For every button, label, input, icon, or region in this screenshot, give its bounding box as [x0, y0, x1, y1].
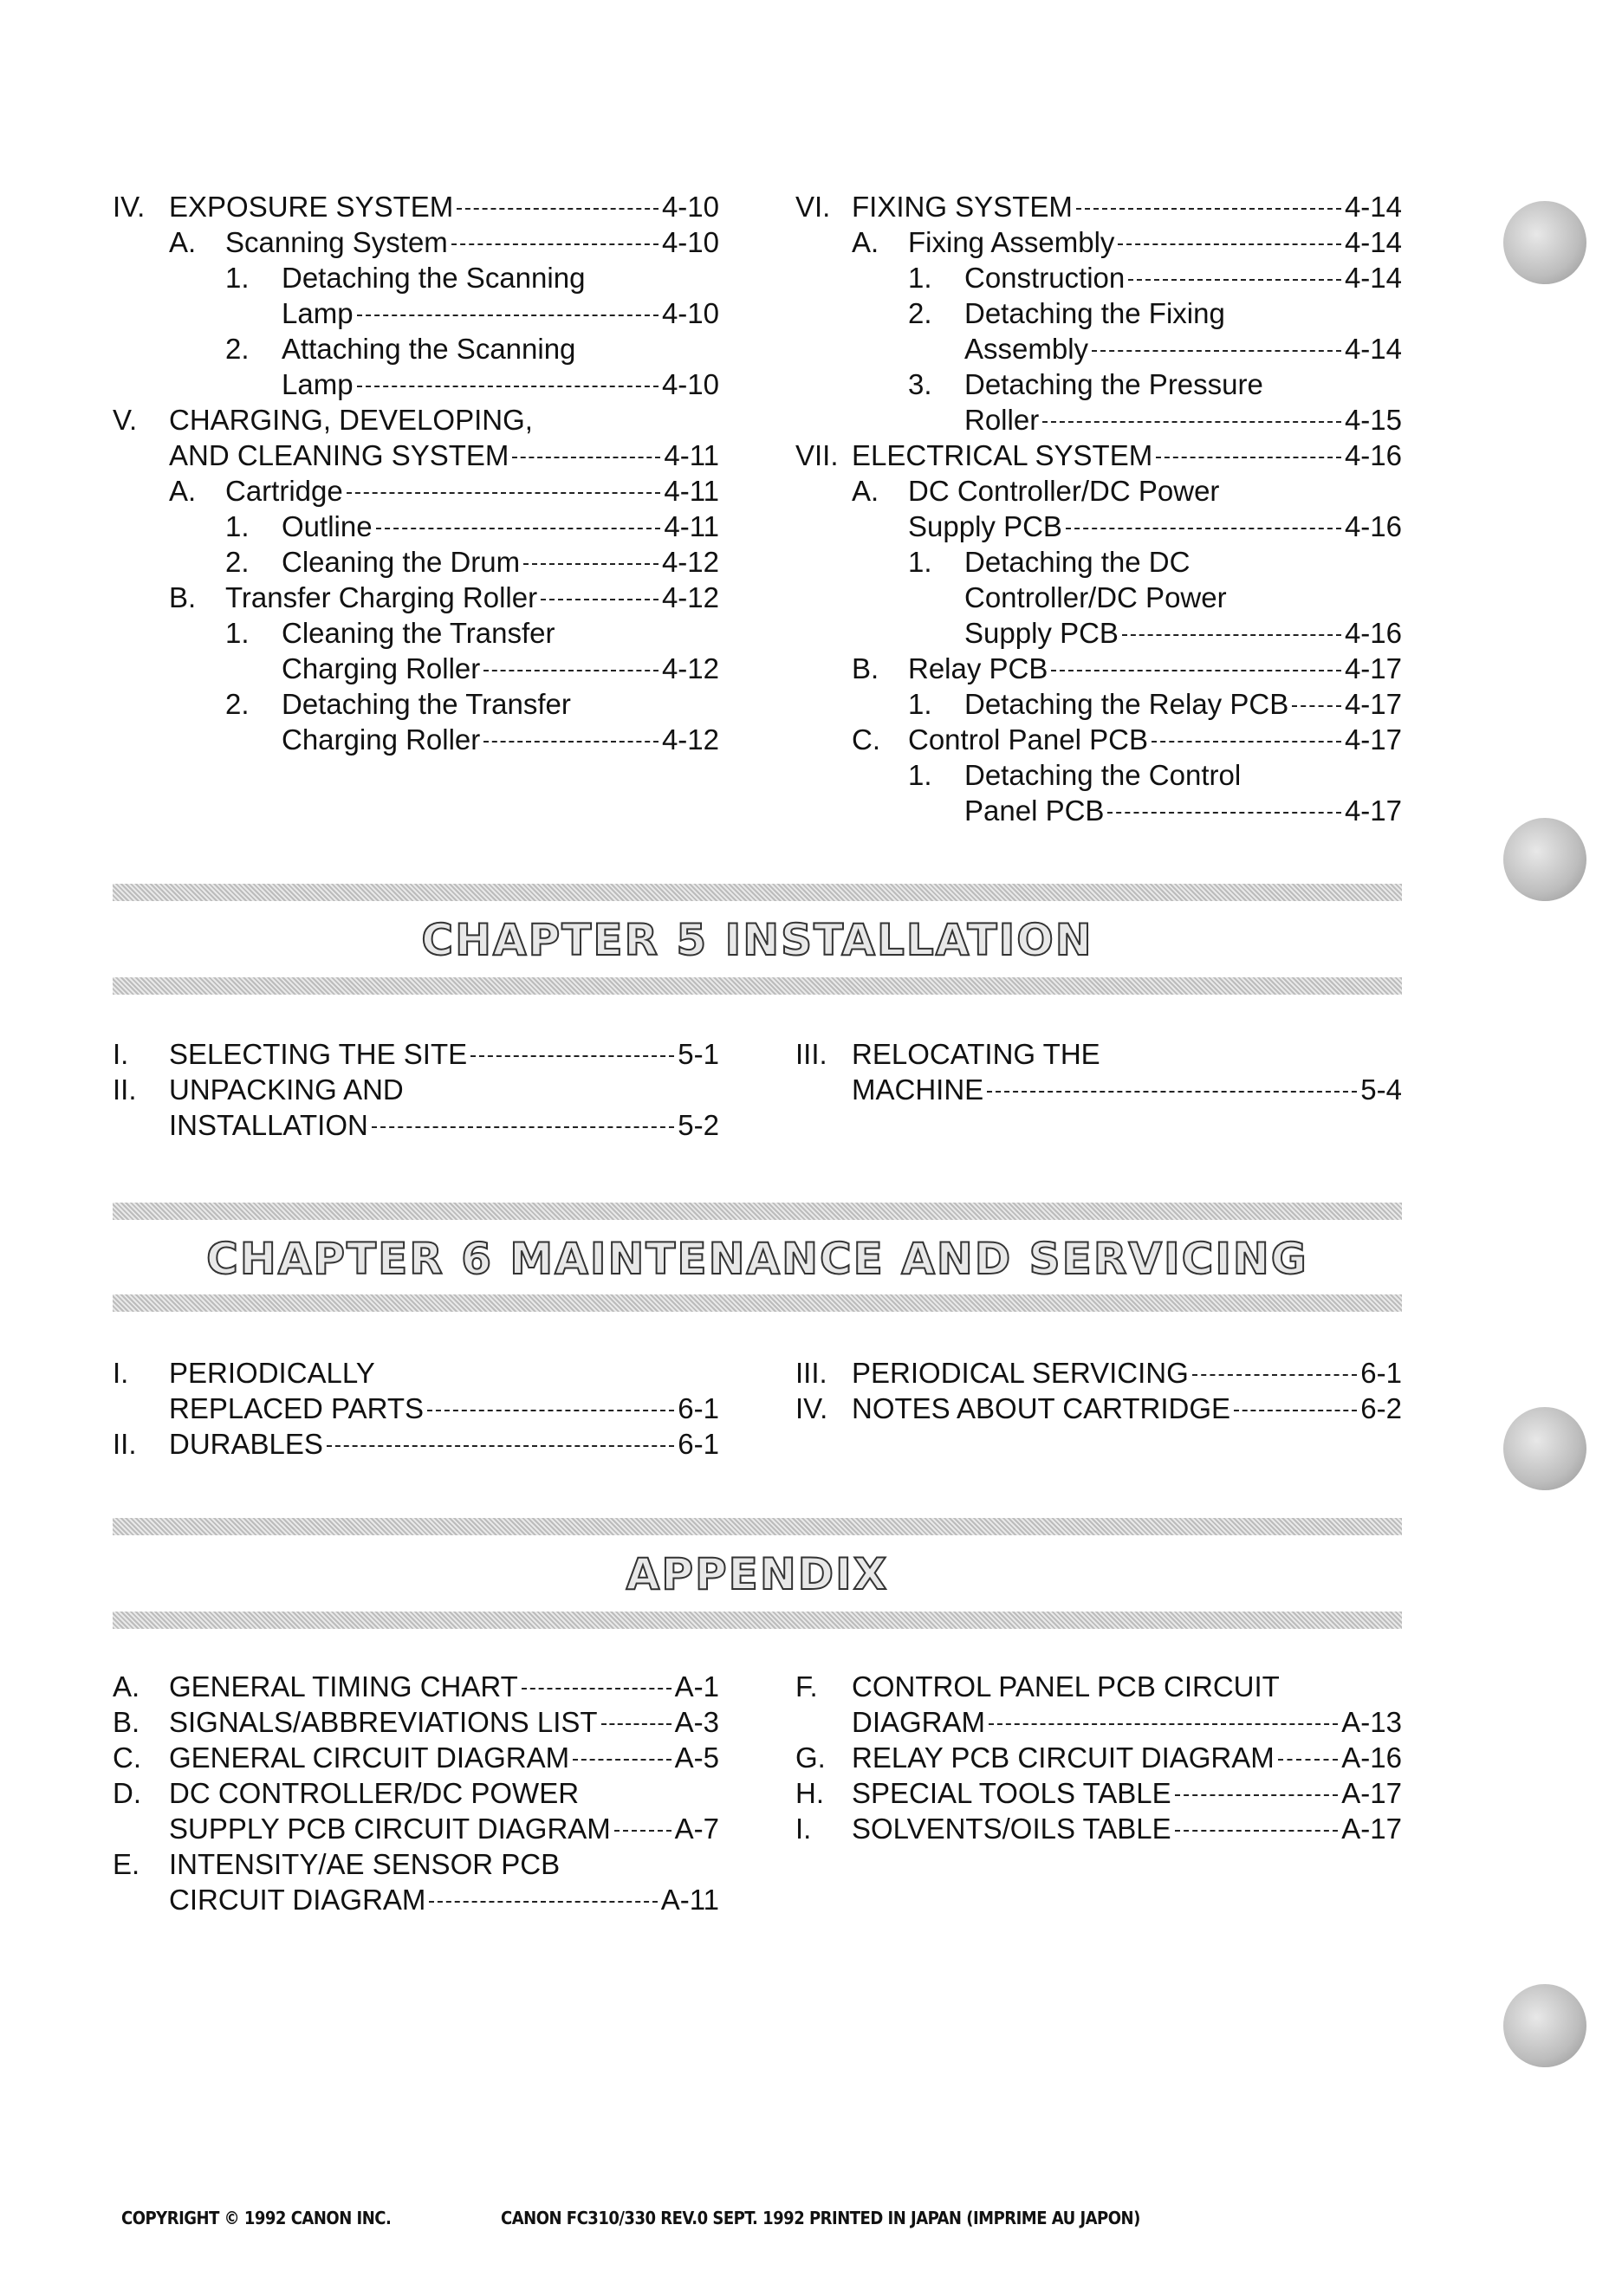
toc-entry-text: SPECIAL TOOLS TABLE: [852, 1777, 1171, 1809]
toc-entry-text: Panel PCB: [964, 795, 1105, 827]
leader-dashes: [427, 1410, 674, 1411]
appendix-band-bottom: [113, 1612, 1402, 1629]
leader-dashes: [1175, 1794, 1339, 1796]
toc-entry-text: SOLVENTS/OILS TABLE: [852, 1813, 1171, 1845]
toc-leader: [425, 1882, 719, 1917]
toc-leader: [1171, 1775, 1402, 1811]
toc-leader: [1189, 1355, 1402, 1391]
binder-hole: [1503, 1984, 1586, 2067]
toc-entry-text: Charging Roller: [282, 652, 481, 684]
toc-entry-text: Detaching the Transfer: [282, 688, 571, 720]
toc-page-number: 4-12: [661, 581, 719, 613]
toc-entry: [113, 438, 719, 473]
leader-dashes: [541, 599, 659, 600]
toc-page-number: A-13: [1341, 1706, 1402, 1738]
toc-entry: [113, 686, 719, 722]
toc-entry: [113, 1426, 719, 1462]
toc-entry-label: I.: [795, 1813, 812, 1845]
toc-entry: [795, 331, 1402, 366]
toc-entry-text: Cleaning the Transfer: [282, 617, 555, 649]
toc-page-number: A-17: [1341, 1813, 1402, 1845]
toc-entry-text: DC CONTROLLER/DC POWER: [169, 1777, 580, 1809]
leader-dashes: [1107, 812, 1341, 814]
toc-entry-text: CHARGING, DEVELOPING,: [169, 404, 533, 436]
toc-leader: [1148, 722, 1402, 757]
toc-entry-text: SELECTING THE SITE: [169, 1038, 468, 1070]
toc-entry: [795, 509, 1402, 544]
toc-entry-text: SUPPLY PCB CIRCUIT DIAGRAM: [169, 1813, 611, 1845]
toc-entry-label: VI.: [795, 191, 831, 223]
toc-page-number: 4-10: [661, 297, 719, 329]
toc-leader: [1152, 438, 1402, 473]
toc-entry-label: 1.: [908, 262, 932, 294]
leader-dashes: [470, 1055, 674, 1057]
toc-entry-label: 2.: [225, 333, 250, 365]
toc-entry-label: A.: [113, 1670, 140, 1703]
toc-entry-text: Cleaning the Drum: [282, 546, 521, 578]
toc-page-number: 4-17: [1344, 723, 1402, 756]
toc-entry-text: CIRCUIT DIAGRAM: [169, 1884, 426, 1916]
toc-entry: [795, 580, 1402, 615]
binder-hole: [1503, 818, 1586, 901]
toc-entry-text: Scanning System: [225, 226, 448, 258]
chapter5-band-top: [113, 884, 1402, 901]
toc-entry-text: Controller/DC Power: [964, 581, 1227, 613]
toc-leader: [424, 1391, 719, 1426]
toc-leader: [1288, 686, 1402, 722]
toc-leader: [520, 544, 719, 580]
chapter5-left-column: [113, 1036, 719, 1143]
toc-entry: [113, 509, 719, 544]
toc-entry-text: DIAGRAM: [852, 1706, 986, 1738]
appendix-right-column: [795, 1669, 1402, 1846]
toc-entry-label: C.: [113, 1741, 141, 1774]
toc-page-number: 4-10: [661, 226, 719, 258]
toc-entry: [795, 295, 1402, 331]
toc-entry-label: II.: [113, 1428, 137, 1460]
toc-entry: [795, 1072, 1402, 1107]
toc-entry: [795, 1036, 1402, 1072]
chapter5-right-column: [795, 1036, 1402, 1107]
toc-leader: [373, 509, 719, 544]
toc-entry-text: PERIODICAL SERVICING: [852, 1357, 1189, 1389]
toc-page-number: A-3: [674, 1706, 719, 1738]
chapter6-right-column: [795, 1355, 1402, 1426]
toc-entry: [113, 651, 719, 686]
toc-entry-text: Detaching the Pressure: [964, 368, 1263, 400]
toc-entry-text: Assembly: [964, 333, 1089, 365]
toc-entry: [113, 722, 719, 757]
toc-page-number: A-1: [674, 1670, 719, 1703]
leader-dashes: [523, 563, 659, 565]
toc-entry-label: 1.: [908, 759, 932, 791]
toc-page-number: 5-1: [678, 1038, 719, 1070]
toc-page-number: 4-10: [661, 368, 719, 400]
toc-entry: [795, 615, 1402, 651]
toc-entry: [795, 189, 1402, 224]
toc-entry: [113, 1775, 719, 1811]
chapter6-left-column: [113, 1355, 719, 1462]
toc-entry-text: Lamp: [282, 297, 354, 329]
leader-dashes: [1278, 1759, 1339, 1761]
toc-leader: [983, 1072, 1402, 1107]
leader-dashes: [1076, 208, 1341, 210]
leader-dashes: [1156, 457, 1341, 458]
toc-page-number: 4-12: [661, 723, 719, 756]
toc-leader: [467, 1036, 719, 1072]
toc-leader: [480, 722, 719, 757]
binder-hole: [1503, 201, 1586, 284]
toc-page-number: 4-16: [1344, 439, 1402, 471]
appendix-left-column: [113, 1669, 719, 1917]
toc-leader: [1048, 651, 1402, 686]
toc-leader: [569, 1740, 719, 1775]
toc-entry: [795, 1704, 1402, 1740]
toc-leader: [1104, 793, 1402, 828]
toc-entry-text: GENERAL TIMING CHART: [169, 1670, 518, 1703]
toc-entry-text: CONTROL PANEL PCB CIRCUIT: [852, 1670, 1280, 1703]
toc-entry-text: Control Panel PCB: [908, 723, 1148, 756]
leader-dashes: [451, 243, 659, 245]
toc-entry: [795, 793, 1402, 828]
toc-page-number: 4-14: [1344, 262, 1402, 294]
toc-entry: [795, 1811, 1402, 1846]
toc-entry-text: Supply PCB: [908, 510, 1062, 542]
toc-entry: [113, 544, 719, 580]
toc-page-number: 4-17: [1344, 795, 1402, 827]
toc-entry-label: 1.: [225, 617, 250, 649]
toc-entry: [113, 1391, 719, 1426]
toc-entry-label: VII.: [795, 439, 839, 471]
toc-entry-text: RELAY PCB CIRCUIT DIAGRAM: [852, 1741, 1275, 1774]
toc-entry: [795, 260, 1402, 295]
toc-entry-text: Cartridge: [225, 475, 343, 507]
toc-entry: [113, 615, 719, 651]
toc-page-number: 4-16: [1344, 617, 1402, 649]
toc-leader: [480, 651, 719, 686]
toc-entry-text: SIGNALS/ABBREVIATIONS LIST: [169, 1706, 598, 1738]
toc-leader: [1039, 402, 1402, 438]
toc-leader: [611, 1811, 719, 1846]
leader-dashes: [457, 208, 659, 210]
toc-entry: [113, 1811, 719, 1846]
toc-entry-label: E.: [113, 1848, 140, 1880]
toc-entry-text: Detaching the DC: [964, 546, 1191, 578]
toc-entry-label: A.: [169, 475, 197, 507]
toc-entry-label: 1.: [908, 688, 932, 720]
toc-entry-text: Fixing Assembly: [908, 226, 1115, 258]
toc-entry-label: V.: [113, 404, 138, 436]
toc-entry-label: I.: [113, 1038, 129, 1070]
chapter6-heading: CHAPTER 6 MAINTENANCE AND SERVICING: [206, 1234, 1308, 1284]
toc-entry-label: III.: [795, 1038, 827, 1070]
toc-entry-label: H.: [795, 1777, 824, 1809]
toc-leader: [1171, 1811, 1402, 1846]
toc-entry: [113, 295, 719, 331]
toc-entry: [113, 189, 719, 224]
toc-leader: [453, 189, 719, 224]
toc-entry: [795, 402, 1402, 438]
toc-entry-label: D.: [113, 1777, 141, 1809]
toc-leader: [354, 366, 719, 402]
toc-entry-text: Transfer Charging Roller: [225, 581, 538, 613]
leader-dashes: [1292, 705, 1341, 707]
appendix-heading: APPENDIX: [626, 1549, 889, 1599]
toc-entry-text: MACHINE: [852, 1073, 984, 1106]
toc-entry: [795, 1775, 1402, 1811]
toc-leader: [518, 1669, 719, 1704]
toc-entry-label: 1.: [225, 510, 250, 542]
toc-entry-text: DURABLES: [169, 1428, 323, 1460]
toc-entry-label: IV.: [113, 191, 146, 223]
toc-entry: [795, 757, 1402, 793]
toc-entry-text: Attaching the Scanning: [282, 333, 576, 365]
toc-entry-text: Relay PCB: [908, 652, 1048, 684]
leader-dashes: [522, 1688, 672, 1690]
leader-dashes: [483, 741, 659, 743]
toc-entry-label: II.: [113, 1073, 137, 1106]
toc-entry-text: Roller: [964, 404, 1040, 436]
toc-entry: [795, 473, 1402, 509]
toc-entry-label: 2.: [225, 688, 250, 720]
toc-page-number: 4-12: [661, 546, 719, 578]
toc-entry-text: Detaching the Scanning: [282, 262, 586, 294]
toc-page-number: A-16: [1341, 1741, 1402, 1774]
leader-dashes: [1234, 1410, 1357, 1411]
leader-dashes: [347, 492, 661, 494]
leader-dashes: [429, 1901, 657, 1903]
chapter4-right-column: [795, 189, 1402, 828]
toc-leader: [1088, 331, 1402, 366]
leader-dashes: [614, 1830, 672, 1832]
toc-entry-label: 2.: [225, 546, 250, 578]
leader-dashes: [1175, 1830, 1339, 1832]
appendix-band-top: [113, 1518, 1402, 1535]
toc-entry: [795, 1355, 1402, 1391]
toc-page-number: 4-12: [661, 652, 719, 684]
toc-entry-label: F.: [795, 1670, 818, 1703]
toc-entry-text: Charging Roller: [282, 723, 481, 756]
leader-dashes: [573, 1759, 672, 1761]
leader-dashes: [1051, 670, 1341, 671]
leader-dashes: [989, 1723, 1338, 1725]
toc-page-number: A-7: [674, 1813, 719, 1845]
toc-page-number: 5-2: [678, 1109, 719, 1141]
toc-entry-text: EXPOSURE SYSTEM: [169, 191, 454, 223]
chapter6-band-bottom: [113, 1294, 1402, 1312]
toc-page-number: 6-1: [1360, 1357, 1402, 1389]
toc-entry-text: Detaching the Fixing: [964, 297, 1225, 329]
toc-entry-text: REPLACED PARTS: [169, 1392, 425, 1424]
leader-dashes: [1092, 350, 1341, 352]
toc-entry: [113, 366, 719, 402]
toc-page-number: 4-11: [664, 475, 719, 507]
toc-page-number: 4-16: [1344, 510, 1402, 542]
toc-entry-text: RELOCATING THE: [852, 1038, 1100, 1070]
toc-entry-label: 1.: [908, 546, 932, 578]
toc-page-number: A-5: [674, 1741, 719, 1774]
toc-leader: [323, 1426, 719, 1462]
toc-entry-text: DC Controller/DC Power: [908, 475, 1220, 507]
toc-entry-text: AND CLEANING SYSTEM: [169, 439, 509, 471]
toc-leader: [1275, 1740, 1402, 1775]
toc-leader: [1062, 509, 1402, 544]
toc-entry-text: GENERAL CIRCUIT DIAGRAM: [169, 1741, 570, 1774]
leader-dashes: [1122, 634, 1341, 636]
toc-entry: [113, 1072, 719, 1107]
chapter5-band-bottom: [113, 977, 1402, 995]
toc-entry: [795, 722, 1402, 757]
leader-dashes: [1192, 1374, 1358, 1376]
leader-dashes: [1128, 279, 1341, 281]
toc-entry-text: FIXING SYSTEM: [852, 191, 1073, 223]
toc-entry-text: Supply PCB: [964, 617, 1119, 649]
binder-hole: [1503, 1407, 1586, 1490]
toc-entry-label: A.: [852, 475, 879, 507]
toc-leader: [343, 473, 719, 509]
toc-entry: [113, 1882, 719, 1917]
chapter6-band-top: [113, 1203, 1402, 1220]
toc-page-number: 4-11: [664, 439, 719, 471]
toc-entry-label: C.: [852, 723, 880, 756]
chapter4-left-column: [113, 189, 719, 757]
toc-entry: [795, 1740, 1402, 1775]
toc-leader: [1230, 1391, 1402, 1426]
leader-dashes: [1066, 528, 1341, 529]
toc-entry-text: UNPACKING AND: [169, 1073, 404, 1106]
toc-entry: [795, 224, 1402, 260]
toc-page-number: 6-1: [678, 1428, 719, 1460]
leader-dashes: [372, 1126, 674, 1128]
toc-entry: [113, 224, 719, 260]
toc-leader: [1125, 260, 1402, 295]
toc-page-number: 4-14: [1344, 333, 1402, 365]
toc-entry: [795, 1669, 1402, 1704]
toc-entry: [113, 260, 719, 295]
toc-page-number: 4-17: [1344, 688, 1402, 720]
toc-entry-label: I.: [113, 1357, 129, 1389]
leader-dashes: [512, 457, 660, 458]
leader-dashes: [1118, 243, 1341, 245]
toc-leader: [985, 1704, 1402, 1740]
toc-entry-text: Construction: [964, 262, 1126, 294]
toc-leader: [598, 1704, 719, 1740]
toc-entry-label: 3.: [908, 368, 932, 400]
leader-dashes: [376, 528, 661, 529]
toc-entry-label: III.: [795, 1357, 827, 1389]
toc-entry-label: A.: [852, 226, 879, 258]
toc-entry-label: B.: [852, 652, 879, 684]
toc-page-number: 6-1: [678, 1392, 719, 1424]
toc-entry: [113, 1107, 719, 1143]
toc-entry-text: PERIODICALLY: [169, 1357, 375, 1389]
leader-dashes: [1152, 741, 1341, 743]
toc-entry-label: G.: [795, 1741, 826, 1774]
toc-page-number: 4-11: [664, 510, 719, 542]
toc-page-number: A-11: [660, 1884, 719, 1916]
toc-entry: [113, 331, 719, 366]
leader-dashes: [327, 1445, 674, 1447]
toc-page-number: A-17: [1341, 1777, 1402, 1809]
toc-entry: [113, 402, 719, 438]
leader-dashes: [601, 1723, 672, 1725]
toc-entry: [113, 1846, 719, 1882]
toc-leader: [537, 580, 719, 615]
toc-entry: [113, 1669, 719, 1704]
toc-entry-label: B.: [169, 581, 197, 613]
chapter5-heading: CHAPTER 5 INSTALLATION: [421, 915, 1093, 965]
toc-entry: [795, 366, 1402, 402]
leader-dashes: [483, 670, 659, 671]
toc-entry: [113, 1704, 719, 1740]
toc-entry: [113, 1740, 719, 1775]
toc-entry-text: ELECTRICAL SYSTEM: [852, 439, 1153, 471]
toc-entry-text: Detaching the Relay PCB: [964, 688, 1289, 720]
toc-leader: [354, 295, 719, 331]
toc-entry-label: 2.: [908, 297, 932, 329]
toc-entry-text: INTENSITY/AE SENSOR PCB: [169, 1848, 561, 1880]
leader-dashes: [1042, 421, 1341, 423]
leader-dashes: [357, 315, 659, 316]
toc-page-number: 6-2: [1360, 1392, 1402, 1424]
toc-entry-text: NOTES ABOUT CARTRIDGE: [852, 1392, 1231, 1424]
leader-dashes: [357, 386, 659, 387]
toc-entry-label: 1.: [225, 262, 250, 294]
toc-leader: [368, 1107, 719, 1143]
toc-entry: [795, 651, 1402, 686]
toc-entry: [113, 1036, 719, 1072]
toc-entry-label: B.: [113, 1706, 140, 1738]
toc-leader: [1073, 189, 1402, 224]
toc-entry: [113, 580, 719, 615]
toc-entry-text: Lamp: [282, 368, 354, 400]
footer-copyright: COPYRIGHT © 1992 CANON INC.: [121, 2208, 392, 2228]
toc-entry: [795, 438, 1402, 473]
toc-page-number: 4-10: [661, 191, 719, 223]
toc-page-number: 4-17: [1344, 652, 1402, 684]
toc-entry-label: IV.: [795, 1392, 828, 1424]
toc-entry: [113, 473, 719, 509]
toc-entry: [795, 686, 1402, 722]
leader-dashes: [987, 1091, 1357, 1093]
toc-entry: [113, 1355, 719, 1391]
toc-page-number: 4-14: [1344, 191, 1402, 223]
toc-page-number: 4-15: [1344, 404, 1402, 436]
toc-page-number: 5-4: [1360, 1073, 1402, 1106]
footer-printed: CANON FC310/330 REV.0 SEPT. 1992 PRINTED IN JAPAN (IMPRIME AU JAPON): [501, 2208, 1140, 2228]
toc-entry: [795, 544, 1402, 580]
toc-entry-text: Outline: [282, 510, 373, 542]
toc-entry-text: Detaching the Control: [964, 759, 1242, 791]
toc-leader: [1119, 615, 1402, 651]
toc-entry-label: A.: [169, 226, 197, 258]
toc-page-number: 4-14: [1344, 226, 1402, 258]
toc-entry: [795, 1391, 1402, 1426]
toc-entry-text: INSTALLATION: [169, 1109, 368, 1141]
toc-leader: [448, 224, 719, 260]
toc-leader: [509, 438, 719, 473]
toc-leader: [1114, 224, 1402, 260]
